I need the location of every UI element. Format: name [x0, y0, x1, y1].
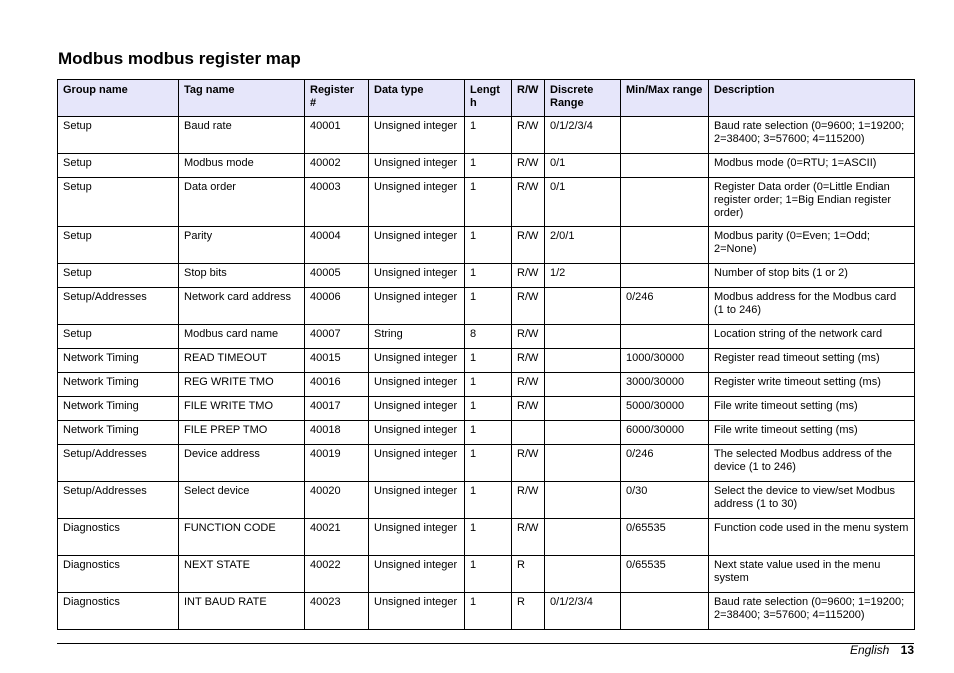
cell-discrete: [545, 373, 621, 397]
cell-rw: R/W: [512, 397, 545, 421]
cell-type: Unsigned integer: [369, 117, 465, 154]
cell-type: Unsigned integer: [369, 288, 465, 325]
cell-group: Setup: [58, 227, 179, 264]
cell-register: 40001: [305, 117, 369, 154]
cell-length: 1: [465, 264, 512, 288]
table-row: [58, 288, 915, 325]
cell-group: Diagnostics: [58, 593, 179, 630]
cell-minmax: 0/65535: [621, 556, 709, 593]
cell-group: Setup: [58, 117, 179, 154]
cell-rw: R/W: [512, 373, 545, 397]
cell-minmax: [621, 154, 709, 178]
cell-discrete: [545, 556, 621, 593]
cell-discrete: [545, 421, 621, 445]
cell-register: 40017: [305, 397, 369, 421]
cell-tag: Baud rate: [179, 117, 305, 154]
cell-discrete: 2/0/1: [545, 227, 621, 264]
cell-type: Unsigned integer: [369, 482, 465, 519]
header-rw: R/W: [512, 80, 545, 117]
cell-type: Unsigned integer: [369, 556, 465, 593]
cell-discrete: [545, 519, 621, 556]
table-row: [58, 593, 915, 630]
cell-length: 1: [465, 117, 512, 154]
cell-tag: Stop bits: [179, 264, 305, 288]
cell-minmax: 0/246: [621, 288, 709, 325]
table-row: [58, 556, 915, 593]
cell-group: Diagnostics: [58, 556, 179, 593]
cell-register: 40003: [305, 178, 369, 227]
cell-length: 1: [465, 288, 512, 325]
header-register: Register #: [305, 80, 369, 117]
footer-language: English: [849, 643, 890, 657]
cell-minmax: 6000/30000: [621, 421, 709, 445]
table-row: [58, 482, 915, 519]
cell-group: Setup: [58, 325, 179, 349]
cell-length: 1: [465, 373, 512, 397]
cell-discrete: 0/1: [545, 178, 621, 227]
cell-type: Unsigned integer: [369, 445, 465, 482]
cell-minmax: [621, 117, 709, 154]
table-row: [58, 421, 915, 445]
cell-length: 1: [465, 556, 512, 593]
cell-description: Modbus address for the Modbus card (1 to 246): [709, 288, 915, 325]
cell-minmax: [621, 264, 709, 288]
page-number: 13: [900, 643, 914, 657]
cell-tag: READ TIMEOUT: [179, 349, 305, 373]
table-row: [58, 227, 915, 264]
cell-rw: R/W: [512, 178, 545, 227]
cell-register: 40006: [305, 288, 369, 325]
cell-tag: Modbus card name: [179, 325, 305, 349]
cell-rw: R/W: [512, 349, 545, 373]
cell-discrete: [545, 288, 621, 325]
cell-minmax: 0/30: [621, 482, 709, 519]
cell-rw: R/W: [512, 519, 545, 556]
cell-length: 1: [465, 593, 512, 630]
cell-tag: FUNCTION CODE: [179, 519, 305, 556]
table-row: [58, 325, 915, 349]
cell-rw: R/W: [512, 325, 545, 349]
cell-type: Unsigned integer: [369, 154, 465, 178]
cell-type: String: [369, 325, 465, 349]
cell-tag: Data order: [179, 178, 305, 227]
cell-type: Unsigned integer: [369, 593, 465, 630]
table-row: [58, 178, 915, 227]
cell-register: 40023: [305, 593, 369, 630]
cell-description: Register Data order (0=Little Endian register order; 1=Big Endian register order): [709, 178, 915, 227]
cell-minmax: [621, 593, 709, 630]
cell-description: Register read timeout setting (ms): [709, 349, 915, 373]
cell-tag: FILE WRITE TMO: [179, 397, 305, 421]
header-discrete-range: Discrete Range: [545, 80, 621, 117]
cell-group: Network Timing: [58, 349, 179, 373]
cell-minmax: 3000/30000: [621, 373, 709, 397]
cell-rw: R: [512, 556, 545, 593]
cell-register: 40002: [305, 154, 369, 178]
cell-discrete: 0/1/2/3/4: [545, 117, 621, 154]
cell-description: Next state value used in the menu system: [709, 556, 915, 593]
cell-length: 1: [465, 482, 512, 519]
cell-group: Setup: [58, 154, 179, 178]
cell-register: 40005: [305, 264, 369, 288]
cell-length: 1: [465, 445, 512, 482]
cell-description: Modbus parity (0=Even; 1=Odd; 2=None): [709, 227, 915, 264]
cell-rw: [512, 421, 545, 445]
cell-minmax: [621, 227, 709, 264]
register-map-table: [57, 79, 915, 630]
table-row: [58, 349, 915, 373]
cell-type: Unsigned integer: [369, 397, 465, 421]
cell-discrete: 0/1/2/3/4: [545, 593, 621, 630]
cell-description: File write timeout setting (ms): [709, 397, 915, 421]
cell-tag: NEXT STATE: [179, 556, 305, 593]
cell-rw: R/W: [512, 154, 545, 178]
cell-tag: FILE PREP TMO: [179, 421, 305, 445]
cell-length: 1: [465, 519, 512, 556]
cell-register: 40018: [305, 421, 369, 445]
table-row: [58, 117, 915, 154]
cell-discrete: 1/2: [545, 264, 621, 288]
cell-minmax: 0/65535: [621, 519, 709, 556]
cell-tag: Device address: [179, 445, 305, 482]
cell-length: 1: [465, 397, 512, 421]
cell-register: 40015: [305, 349, 369, 373]
cell-register: 40019: [305, 445, 369, 482]
cell-tag: REG WRITE TMO: [179, 373, 305, 397]
cell-rw: R/W: [512, 288, 545, 325]
page-footer: [850, 643, 914, 657]
cell-length: 1: [465, 154, 512, 178]
cell-group: Setup/Addresses: [58, 445, 179, 482]
cell-tag: Network card address: [179, 288, 305, 325]
cell-type: Unsigned integer: [369, 421, 465, 445]
cell-discrete: [545, 482, 621, 519]
cell-type: Unsigned integer: [369, 349, 465, 373]
header-length: Length: [465, 80, 512, 117]
cell-discrete: 0/1: [545, 154, 621, 178]
cell-rw: R: [512, 593, 545, 630]
cell-group: Setup: [58, 178, 179, 227]
cell-discrete: [545, 445, 621, 482]
cell-group: Setup/Addresses: [58, 482, 179, 519]
cell-description: Number of stop bits (1 or 2): [709, 264, 915, 288]
cell-description: Baud rate selection (0=9600; 1=19200; 2=38400; 3=57600; 4=115200): [709, 593, 915, 630]
header-minmax-range: Min/Max range: [621, 80, 709, 117]
cell-type: Unsigned integer: [369, 178, 465, 227]
header-description: Description: [709, 80, 915, 117]
cell-description: Select the device to view/set Modbus address (1 to 30): [709, 482, 915, 519]
cell-tag: Modbus mode: [179, 154, 305, 178]
cell-group: Diagnostics: [58, 519, 179, 556]
cell-minmax: [621, 325, 709, 349]
cell-type: Unsigned integer: [369, 264, 465, 288]
cell-minmax: [621, 178, 709, 227]
cell-type: Unsigned integer: [369, 227, 465, 264]
cell-length: 1: [465, 178, 512, 227]
cell-type: Unsigned integer: [369, 373, 465, 397]
cell-group: Setup: [58, 264, 179, 288]
table-header-row: [58, 80, 915, 117]
cell-minmax: 0/246: [621, 445, 709, 482]
cell-minmax: 1000/30000: [621, 349, 709, 373]
cell-register: 40021: [305, 519, 369, 556]
cell-group: Network Timing: [58, 373, 179, 397]
page-title: Modbus modbus register map: [58, 49, 301, 68]
cell-group: Setup/Addresses: [58, 288, 179, 325]
table-row: [58, 373, 915, 397]
cell-discrete: [545, 349, 621, 373]
table-row: [58, 519, 915, 556]
cell-discrete: [545, 397, 621, 421]
cell-length: 1: [465, 349, 512, 373]
cell-tag: Select device: [179, 482, 305, 519]
cell-rw: R/W: [512, 445, 545, 482]
cell-rw: R/W: [512, 117, 545, 154]
cell-register: 40020: [305, 482, 369, 519]
cell-register: 40022: [305, 556, 369, 593]
cell-description: The selected Modbus address of the device (1 to 246): [709, 445, 915, 482]
header-tag-name: Tag name: [179, 80, 305, 117]
table-row: [58, 397, 915, 421]
cell-description: Register write timeout setting (ms): [709, 373, 915, 397]
header-data-type: Data type: [369, 80, 465, 117]
cell-description: Modbus mode (0=RTU; 1=ASCII): [709, 154, 915, 178]
cell-register: 40007: [305, 325, 369, 349]
cell-type: Unsigned integer: [369, 519, 465, 556]
cell-description: Function code used in the menu system: [709, 519, 915, 556]
cell-discrete: [545, 325, 621, 349]
cell-description: File write timeout setting (ms): [709, 421, 915, 445]
cell-register: 40004: [305, 227, 369, 264]
table-row: [58, 445, 915, 482]
cell-length: 8: [465, 325, 512, 349]
cell-group: Network Timing: [58, 397, 179, 421]
cell-rw: R/W: [512, 482, 545, 519]
cell-description: Location string of the network card: [709, 325, 915, 349]
cell-length: 1: [465, 421, 512, 445]
cell-tag: INT BAUD RATE: [179, 593, 305, 630]
cell-rw: R/W: [512, 227, 545, 264]
cell-length: 1: [465, 227, 512, 264]
header-group-name: Group name: [58, 80, 179, 117]
cell-rw: R/W: [512, 264, 545, 288]
cell-register: 40016: [305, 373, 369, 397]
table-row: [58, 264, 915, 288]
cell-tag: Parity: [179, 227, 305, 264]
cell-minmax: 5000/30000: [621, 397, 709, 421]
footer-divider: [57, 643, 914, 644]
cell-group: Network Timing: [58, 421, 179, 445]
cell-description: Baud rate selection (0=9600; 1=19200; 2=38400; 3=57600; 4=115200): [709, 117, 915, 154]
table-row: [58, 154, 915, 178]
